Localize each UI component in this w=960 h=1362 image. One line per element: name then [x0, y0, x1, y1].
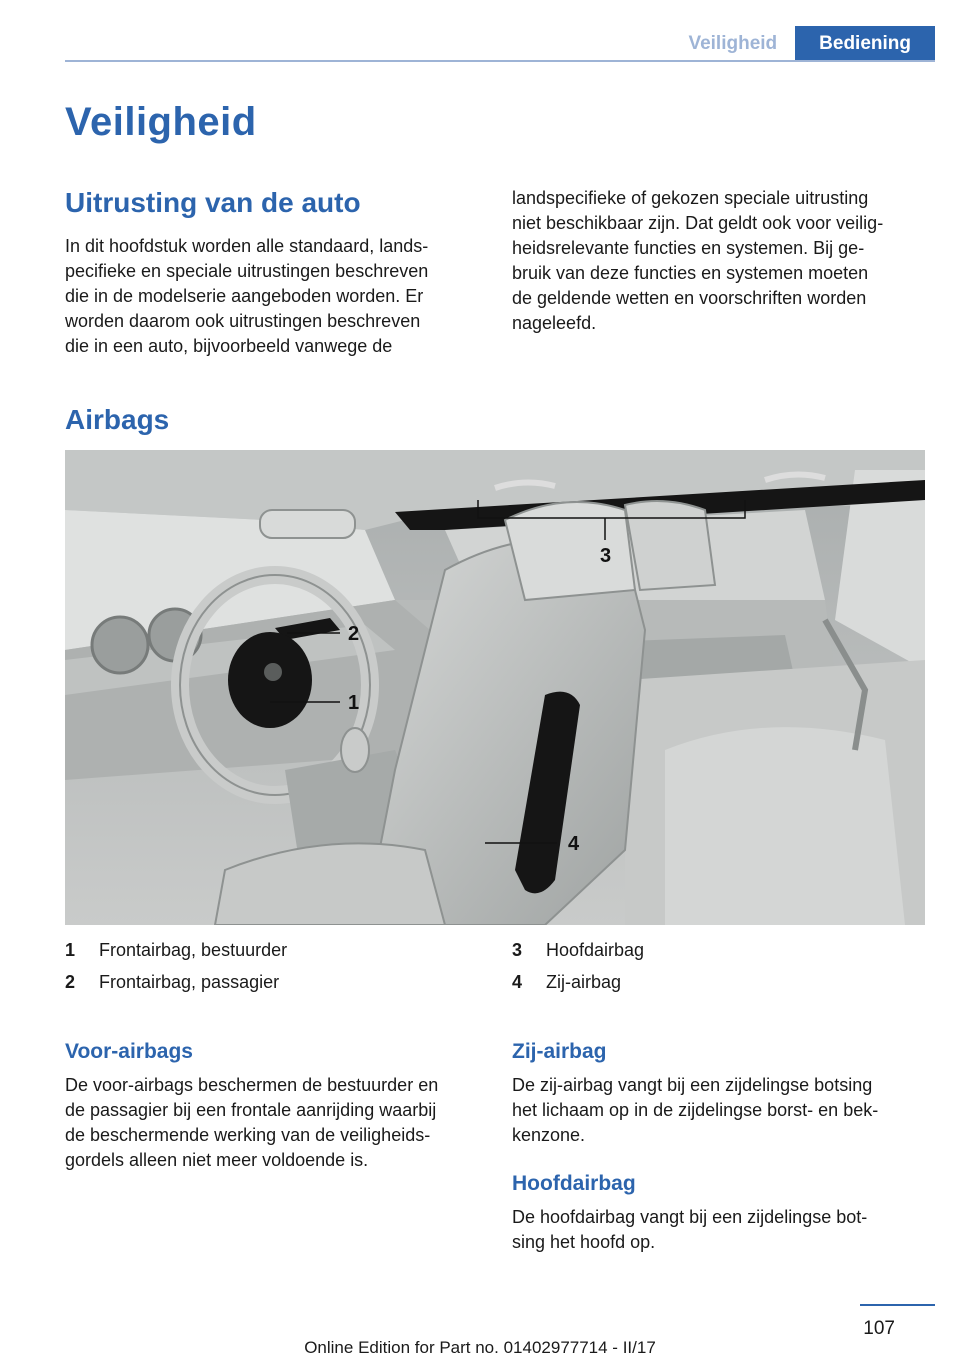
callout-2: 2 — [348, 623, 360, 645]
page-title: Veiligheid — [65, 100, 257, 144]
front-airbags-text — [65, 1073, 495, 1173]
legend-label: Frontairbag, passagier — [99, 972, 280, 992]
legend-number: 3 — [512, 940, 523, 960]
footer-edition: Online Edition for Part no. 01402977714 - II/17 — [304, 1338, 656, 1357]
text-line: landspecifieke of gekozen speciale uitrusting — [512, 188, 869, 208]
figure-legend-right — [512, 938, 644, 995]
legend-item — [65, 938, 287, 963]
text-line: bruik van deze functies en systemen moeten — [512, 263, 869, 283]
legend-number: 4 — [512, 972, 523, 992]
equipment-text-col2 — [512, 186, 932, 336]
legend-item — [512, 970, 644, 995]
header-divider — [65, 60, 935, 62]
text-line: worden daarom ook uitrustingen beschreven — [65, 311, 421, 331]
text-line: die in de modelserie aangeboden worden. Er — [65, 286, 424, 306]
text-line: sing het hoofd op. — [512, 1232, 656, 1252]
text-line: De voor-airbags beschermen de bestuurder en — [65, 1075, 439, 1095]
text-line: de geldende wetten en voorschriften worden — [512, 288, 867, 308]
figure-legend-left — [65, 938, 287, 995]
footer-divider — [860, 1304, 935, 1306]
callout-1: 1 — [348, 692, 360, 714]
text-line: heidsrelevante functies en systemen. Bij ge- — [512, 238, 865, 258]
subheading-side-airbag: Zij-airbag — [512, 1040, 607, 1063]
legend-label: Zij-airbag — [546, 972, 622, 992]
text-line: pecifieke en speciale uitrustingen beschreven — [65, 261, 429, 281]
legend-label: Frontairbag, bestuurder — [99, 940, 288, 960]
legend-item — [512, 938, 644, 963]
text-line: de beschermende werking van de veiligheids- — [65, 1125, 431, 1145]
legend-item — [65, 970, 287, 995]
subheading-front-airbags: Voor-airbags — [65, 1040, 193, 1063]
text-line: De hoofdairbag vangt bij een zijdelingse bot- — [512, 1207, 868, 1227]
page-number: 107 — [863, 1318, 895, 1339]
text-line: gordels alleen niet meer voldoende is. — [65, 1150, 369, 1170]
legend-label: Hoofdairbag — [546, 940, 645, 960]
tab-bediening[interactable]: Bediening — [795, 26, 935, 61]
callout-3: 3 — [600, 545, 612, 567]
section-heading-equipment: Uitrusting van de auto — [65, 187, 361, 218]
text-line: kenzone. — [512, 1125, 586, 1145]
equipment-text-col1 — [65, 234, 485, 359]
callout-4: 4 — [568, 833, 580, 855]
airbag-illustration — [65, 450, 925, 925]
text-line: De zij-airbag vangt bij een zijdelingse botsing — [512, 1075, 873, 1095]
car-interior-drawing — [65, 450, 925, 925]
legend-number: 1 — [65, 940, 76, 960]
text-line: nageleefd. — [512, 313, 597, 333]
text-line: de passagier bij een frontale aanrijding waarbij — [65, 1100, 437, 1120]
text-line: In dit hoofdstuk worden alle standaard, lands- — [65, 236, 429, 256]
text-line: die in een auto, bijvoorbeeld vanwege de — [65, 336, 393, 356]
side-airbag-text — [512, 1073, 932, 1148]
header-tabs — [670, 26, 935, 61]
tab-veiligheid[interactable]: Veiligheid — [688, 32, 778, 54]
text-line: niet beschikbaar zijn. Dat geldt ook voor veilig- — [512, 213, 884, 233]
head-airbag-text — [512, 1205, 932, 1255]
text-line: het lichaam op in de zijdelingse borst- en bek- — [512, 1100, 879, 1120]
subheading-head-airbag: Hoofdairbag — [512, 1172, 636, 1195]
legend-number: 2 — [65, 972, 76, 992]
section-heading-airbags: Airbags — [65, 404, 170, 435]
